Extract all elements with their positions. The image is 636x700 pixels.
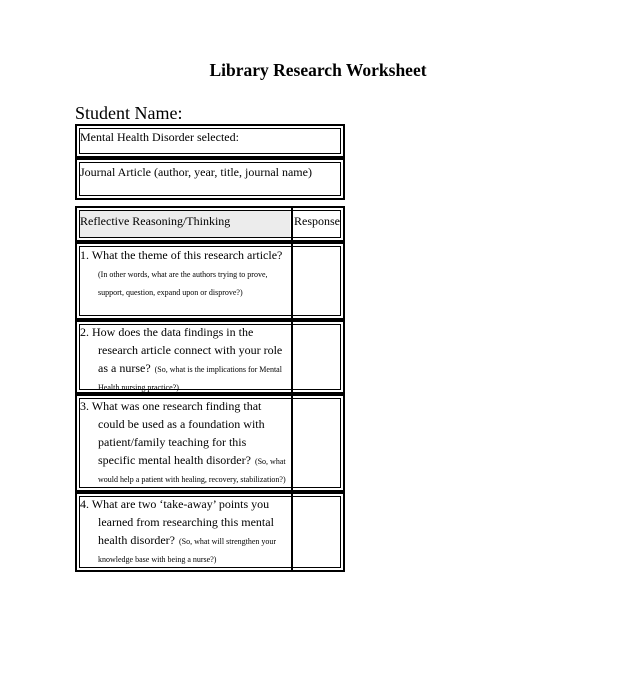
question-2-text xyxy=(80,323,286,395)
question-1-text xyxy=(80,246,286,300)
question-1-main: 1. What the theme of this research article? xyxy=(80,248,283,262)
response-cell-1[interactable] xyxy=(291,244,343,318)
question-4-note: (So, what will strengthen your knowledge base with being a nurse?) xyxy=(98,537,277,564)
disorder-field[interactable] xyxy=(75,124,345,158)
question-3-main: 3. What was one research finding that could be used as a foundation with patient/family teaching for this specific mental health disorder? xyxy=(80,399,265,467)
question-2-main: 2. How does the data findings in the research article connect with your role as a nurse? xyxy=(80,325,283,375)
response-cell-3[interactable] xyxy=(291,396,343,490)
question-1-note: (In other words, what are the authors trying to prove, support, question, expand upon or disprove?) xyxy=(98,270,268,297)
disorder-label: Mental Health Disorder selected: xyxy=(80,130,239,144)
student-name-label: Student Name: xyxy=(75,103,183,123)
journal-article-field[interactable] xyxy=(75,158,345,200)
journal-article-label: Journal Article (author, year, title, journal name) xyxy=(80,165,312,179)
reasoning-header: Reflective Reasoning/Thinking xyxy=(80,214,231,228)
response-header: Response xyxy=(294,214,340,228)
response-cell-4[interactable] xyxy=(291,494,343,570)
question-4-text xyxy=(80,495,286,567)
worksheet-title: Library Research Worksheet xyxy=(209,60,427,80)
question-2-note: (So, what is the implications for Mental Health nursing practice?) xyxy=(98,365,282,392)
question-3-note: (So, what would help a patient with healing, recovery, stabilization?) xyxy=(98,457,286,484)
question-4-main: 4. What are two ‘take-away’ points you learned from researching this mental health disorder? xyxy=(80,497,274,547)
question-3-text xyxy=(80,397,286,487)
table-header-row xyxy=(75,206,345,242)
response-cell-2[interactable] xyxy=(291,322,343,392)
